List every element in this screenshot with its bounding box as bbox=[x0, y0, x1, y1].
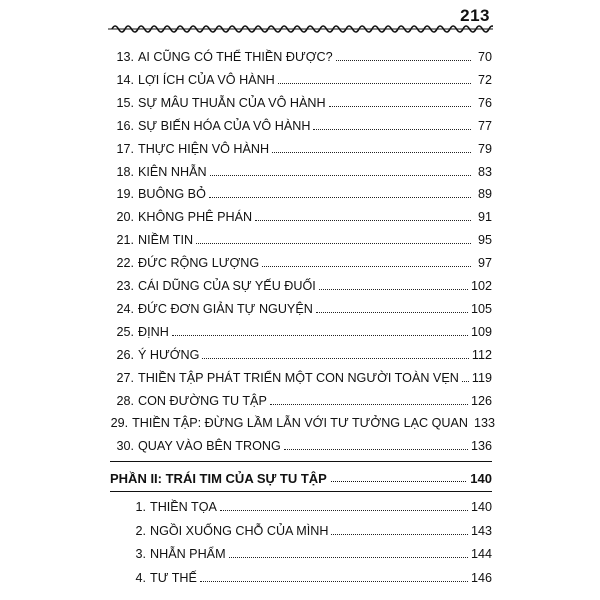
entry-number: 4. bbox=[135, 570, 146, 585]
entry-page: 133 bbox=[474, 416, 496, 431]
entry-page: 136 bbox=[470, 439, 492, 454]
entry-page: 72 bbox=[477, 72, 492, 87]
entry-title: LỢI ÍCH CỦA VÔ HÀNH bbox=[138, 72, 275, 87]
entry-title: SỰ MÂU THUẪN CỦA VÔ HÀNH bbox=[138, 95, 326, 110]
entry-page: 119 bbox=[471, 370, 492, 385]
entry-title: THIỀN TẬP PHÁT TRIỂN MỘT CON NGƯỜI TOÀN VẸN bbox=[138, 370, 459, 385]
part-heading-page: 140 bbox=[470, 471, 492, 486]
entry-number: 19. bbox=[116, 187, 134, 202]
entry-title: ĐỨC RỘNG LƯỢNG bbox=[138, 256, 260, 271]
toc-entry bbox=[110, 67, 492, 87]
toc-entry bbox=[110, 250, 492, 270]
entry-title: NHẪN PHẨM bbox=[150, 547, 226, 561]
dot-leader bbox=[331, 533, 468, 535]
section-divider bbox=[110, 491, 492, 492]
dot-leader bbox=[313, 128, 471, 130]
decorative-border bbox=[108, 22, 493, 36]
entry-page: 146 bbox=[470, 570, 492, 585]
entry-title: ĐỨC ĐƠN GIẢN TỰ NGUYỆN bbox=[138, 301, 313, 316]
dot-leader bbox=[270, 403, 468, 405]
toc-entry bbox=[110, 90, 492, 110]
entry-page: 97 bbox=[477, 256, 492, 271]
dot-leader bbox=[200, 580, 468, 582]
entry-title: THIỀN TẬP: ĐỪNG LẦM LẪN VỚI TƯ TƯỞNG LẠC QUAN bbox=[132, 416, 468, 431]
toc-entry bbox=[110, 181, 492, 201]
entry-page: 144 bbox=[470, 547, 492, 561]
entry-number: 20. bbox=[116, 210, 134, 225]
toc-entry bbox=[110, 565, 492, 585]
entry-title: THIỀN TỌA bbox=[150, 500, 217, 514]
dot-leader bbox=[262, 265, 471, 267]
entry-title: THỰC HIỆN VÔ HÀNH bbox=[138, 141, 270, 156]
entry-title: CÁI DŨNG CỦA SỰ YẾU ĐUỐI bbox=[138, 279, 316, 293]
entry-page: 70 bbox=[477, 50, 492, 64]
toc-entry bbox=[110, 136, 492, 156]
dot-leader bbox=[462, 380, 469, 382]
entry-title: NGỒI XUỐNG CHỖ CỦA MÌNH bbox=[150, 523, 329, 538]
toc-entry bbox=[110, 410, 496, 431]
section-divider bbox=[110, 461, 492, 462]
entry-page: 89 bbox=[477, 187, 492, 202]
dot-leader bbox=[319, 288, 468, 290]
toc-entry bbox=[110, 494, 492, 514]
entry-number: 3. bbox=[135, 547, 146, 561]
toc-entry bbox=[110, 44, 492, 64]
dot-leader bbox=[196, 242, 471, 244]
entry-page: 83 bbox=[477, 164, 492, 179]
dot-leader bbox=[202, 357, 468, 359]
entry-page: 105 bbox=[470, 301, 492, 316]
entry-number: 25. bbox=[116, 324, 134, 339]
entry-title: NIỀM TIN bbox=[138, 233, 194, 248]
entry-number: 14. bbox=[116, 72, 134, 87]
entry-page: 102 bbox=[470, 279, 492, 293]
toc-entry bbox=[110, 113, 492, 133]
dot-leader bbox=[255, 219, 471, 221]
toc-entry bbox=[110, 159, 492, 179]
entry-number: 15. bbox=[116, 95, 134, 110]
entry-number: 28. bbox=[116, 393, 134, 408]
entry-title: KHÔNG PHÊ PHÁN bbox=[138, 210, 253, 225]
part-heading bbox=[110, 464, 492, 486]
entry-title: CON ĐƯỜNG TU TẬP bbox=[138, 393, 267, 408]
part-heading-title: PHẦN II: TRÁI TIM CỦA SỰ TU TẬP bbox=[110, 471, 327, 486]
entry-title: AI CŨNG CÓ THỂ THIỀN ĐƯỢC? bbox=[138, 50, 333, 64]
entry-page: 91 bbox=[477, 210, 492, 225]
dot-leader bbox=[210, 174, 471, 176]
dot-leader bbox=[316, 311, 468, 313]
toc-entry bbox=[110, 227, 492, 247]
entry-page: 76 bbox=[477, 95, 492, 110]
toc-entry bbox=[110, 342, 492, 362]
dot-leader bbox=[272, 151, 471, 153]
entry-number: 2. bbox=[135, 523, 146, 538]
dot-leader bbox=[329, 105, 471, 107]
entry-number: 30. bbox=[116, 439, 134, 454]
toc-entry bbox=[110, 541, 492, 561]
entry-page: 112 bbox=[471, 347, 492, 362]
dot-leader bbox=[220, 509, 468, 511]
dot-leader bbox=[172, 334, 468, 336]
entry-title: Ý HƯỚNG bbox=[138, 347, 200, 362]
entry-number: 27. bbox=[116, 370, 134, 385]
entry-number: 18. bbox=[116, 164, 134, 179]
entry-title: SỰ BIẾN HÓA CỦA VÔ HÀNH bbox=[138, 118, 311, 133]
entry-title: KIÊN NHẪN bbox=[138, 164, 207, 179]
entry-title: ĐỊNH bbox=[138, 324, 169, 339]
entry-title: TƯ THẾ bbox=[150, 570, 197, 585]
entry-number: 16. bbox=[116, 118, 134, 133]
page-number: 213 bbox=[460, 6, 490, 25]
entry-number: 13. bbox=[116, 50, 134, 64]
toc-entry bbox=[110, 273, 492, 293]
toc-entry bbox=[110, 518, 492, 538]
entry-page: 79 bbox=[477, 141, 492, 156]
toc-entry bbox=[110, 204, 492, 224]
entry-number: 22. bbox=[116, 256, 134, 271]
entry-page: 95 bbox=[477, 233, 492, 248]
entry-number: 24. bbox=[116, 301, 134, 316]
dot-leader bbox=[284, 448, 468, 450]
entry-title: QUAY VÀO BÊN TRONG bbox=[138, 439, 281, 454]
toc-entry bbox=[110, 319, 492, 339]
entry-number: 21. bbox=[116, 233, 134, 248]
entry-page: 109 bbox=[470, 324, 492, 339]
entry-number: 17. bbox=[116, 141, 134, 156]
entry-page: 140 bbox=[470, 500, 492, 514]
entry-number: 29. bbox=[110, 416, 129, 431]
entry-number: 1. bbox=[135, 500, 146, 514]
entry-page: 143 bbox=[470, 523, 492, 538]
toc-entry bbox=[110, 296, 492, 316]
toc-entry bbox=[110, 365, 492, 385]
dot-leader bbox=[278, 82, 471, 84]
toc-entry bbox=[110, 388, 492, 408]
entry-title: BUÔNG BỎ bbox=[138, 187, 206, 202]
entry-number: 26. bbox=[116, 347, 134, 362]
dot-leader bbox=[331, 481, 466, 482]
dot-leader bbox=[209, 196, 471, 198]
dot-leader bbox=[229, 556, 468, 558]
entry-number: 23. bbox=[116, 279, 134, 293]
entry-page: 77 bbox=[477, 118, 492, 133]
dot-leader bbox=[336, 59, 471, 61]
entry-page: 126 bbox=[470, 393, 492, 408]
toc-entry bbox=[110, 433, 492, 453]
